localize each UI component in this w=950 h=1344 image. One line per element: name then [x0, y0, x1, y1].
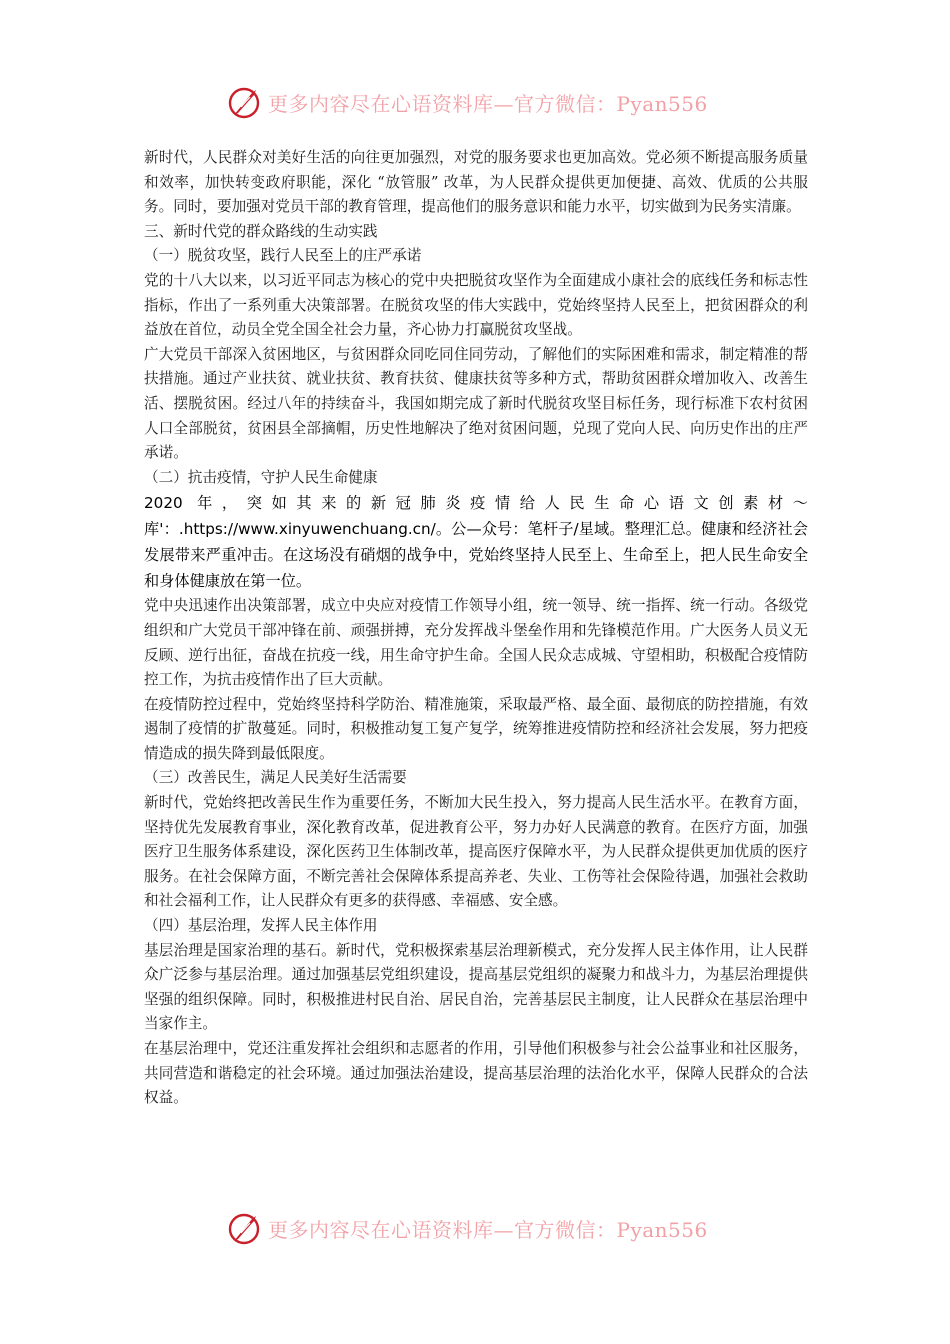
- paragraph: 新时代，党始终把改善民生作为重要任务，不断加大民生投入，努力提高人民生活水平。在教育方面，坚持优先发展教育事业，深化教育改革，促进教育公平，努力办好人民满意的教育。在医疗方面，加强医疗卫生服务体系建设，深化医药卫生体制改革，提高医疗保障水平，为人民群众提供更加优质的医疗服务。在社会保障方面，不断完善社会保障体系提高养老、失业、工伤等社会保险待遇，加强社会救助和社会福利工作，让人民群众有更多的获得感、幸福感、安全感。: [144, 794, 808, 910]
- header-banner-text: 更多内容尽在心语资料库—官方微信：Pyan556: [268, 91, 708, 116]
- quill-logo-icon: [228, 1211, 262, 1245]
- paragraph: 在基层治理中，党还注重发挥社会组织和志愿者的作用，引导他们积极参与社会公益事业和社区服务，共同营造和谐稳定的社会环境。通过加强法治建设，提高基层治理的法治化水平，保障人民群众的合法权益。: [144, 1040, 808, 1107]
- paragraph: 新时代，人民群众对美好生活的向往更加强烈，对党的服务要求也更加高效。党必须不断提高服务质量和效率，加快转变政府职能，深化 “放管服” 改革，为人民群众提供更加便捷、高效、优质的公共服务。同时，要加强对党员干部的教育管理，提高他们的服务意识和能力水平，切实做到为民务实清廉。: [144, 149, 808, 216]
- subsection-heading: （三）改善民生，满足人民美好生活需要: [144, 769, 407, 787]
- paragraph: 党的十八大以来，以习近平同志为核心的党中央把脱贫攻坚作为全面建成小康社会的底线任务和标志性指标，作出了一系列重大决策部署。在脱贫攻坚的伟大实践中，党始终坚持人民至上，把贫困群众的利益放在首位，动员全党全国全社会力量，齐心协力打赢脱贫攻坚战。: [144, 271, 808, 339]
- paragraph-watermarked: 2020 年，突如其来的新冠肺炎疫情给人民生命心语文创素材～库'：.https://www.xinyuwenchuang.cn/。公—众号：笔杆子/星域。整理汇总。健康和经济社会发展带来严重冲击。在这场没有硝烟的战争中，党始终坚持人民至上、生命至上，把人民生命安全和身体健康放在第一位。: [144, 494, 808, 591]
- section-heading: 三、新时代党的群众路线的生动实践: [144, 222, 378, 240]
- subsection-heading: （二）抗击疫情，守护人民生命健康: [144, 468, 378, 486]
- paragraph: 党中央迅速作出决策部署，成立中央应对疫情工作领导小组，统一领导、统一指挥、统一行动。各级党组织和广大党员干部冲锋在前、顽强拼搏，充分发挥战斗堡垒作用和先锋模范作用。广大医务人员义无反顾、逆行出征，奋战在抗疫一线，用生命守护生命。全国人民众志成城、守望相助，积极配合疫情防控工作，为抗击疫情作出了巨大贡献。: [144, 597, 808, 689]
- header-banner: [228, 84, 748, 120]
- footer-banner: [228, 1210, 748, 1246]
- footer-banner-text: 更多内容尽在心语资料库—官方微信：Pyan556: [268, 1217, 708, 1242]
- paragraph: 基层治理是国家治理的基石。新时代，党积极探索基层治理新模式，充分发挥人民主体作用，让人民群众广泛参与基层治理。通过加强基层党组织建设，提高基层党组织的凝聚力和战斗力，为基层治理提供坚强的组织保障。同时，积极推进村民自治、居民自治，完善基层民主制度，让人民群众在基层治理中当家作主。: [144, 941, 808, 1033]
- subsection-heading: （一）脱贫攻坚，践行人民至上的庄严承诺: [144, 247, 422, 265]
- paragraph: 在疫情防控过程中，党始终坚持科学防治、精准施策，采取最严格、最全面、最彻底的防控措施，有效遏制了疫情的扩散蔓延。同时，积极推动复工复产复学，统筹推进疫情防控和经济社会发展，努力把疫情造成的损失降到最低限度。: [144, 695, 808, 762]
- paragraph: 广大党员干部深入贫困地区，与贫困群众同吃同住同劳动，了解他们的实际困难和需求，制定精准的帮扶措施。通过产业扶贫、就业扶贫、教育扶贫、健康扶贫等多种方式，帮助贫困群众增加收入、改善生活、摆脱贫困。经过八年的持续奋斗，我国如期完成了新时代脱贫攻坚目标任务，现行标准下农村贫困人口全部脱贫，贫困县全部摘帽，历史性地解决了绝对贫困问题，兑现了党向人民、向历史作出的庄严承诺。: [144, 345, 808, 462]
- article-body: [144, 146, 808, 1111]
- subsection-heading: （四）基层治理，发挥人民主体作用: [144, 917, 378, 935]
- quill-logo-icon: [228, 85, 262, 119]
